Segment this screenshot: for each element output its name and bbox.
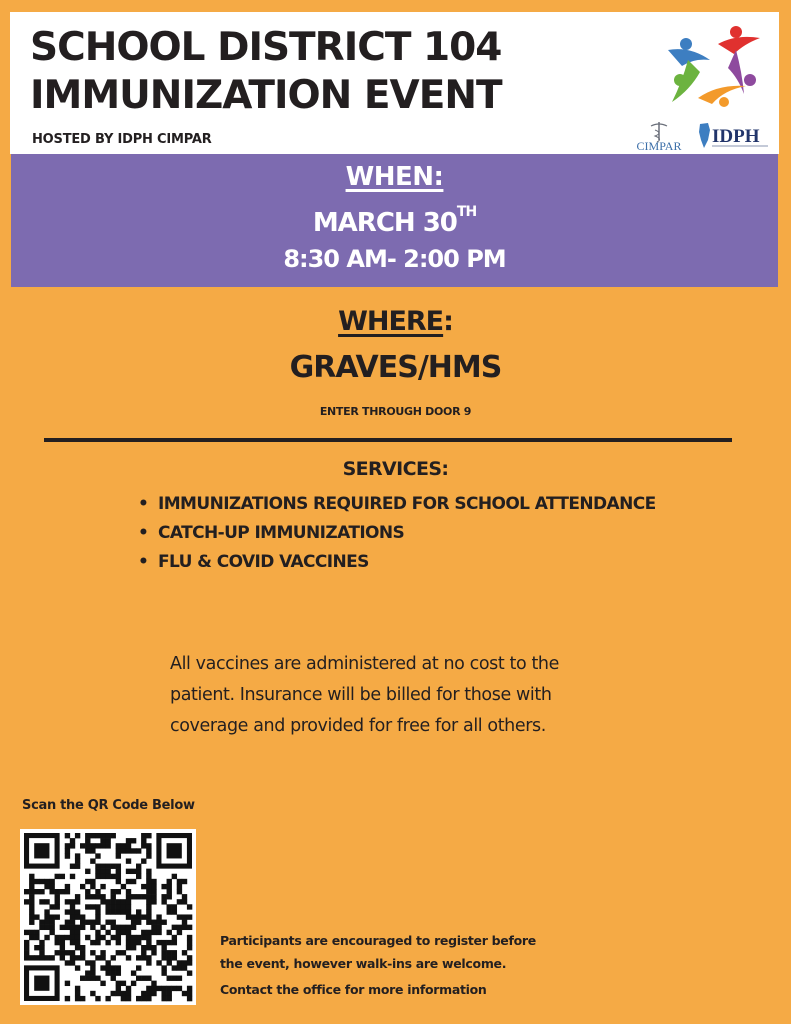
where-heading (0, 306, 791, 337)
where-heading-text: WHERE (338, 306, 444, 337)
event-date-suffix: TH (456, 204, 477, 220)
when-section (11, 154, 778, 287)
list-item (138, 490, 656, 519)
people-star-logo-icon (658, 20, 770, 108)
qr-label: Scan the QR Code Below (22, 798, 195, 813)
event-title-line2: IMMUNIZATION EVENT (30, 73, 502, 118)
event-date-text: MARCH 30 (312, 208, 457, 238)
footer-line3: Contact the office for more information (220, 982, 487, 997)
bullet-icon: • (138, 552, 149, 572)
where-heading-colon: : (443, 306, 453, 337)
services-list (138, 490, 656, 577)
when-heading: WHEN: (345, 162, 444, 192)
event-time: 8:30 AM- 2:00 PM (283, 245, 506, 273)
bullet-icon: • (138, 494, 149, 514)
qr-code-icon[interactable] (20, 829, 196, 1005)
footer-line1: Participants are encouraged to register before (220, 933, 536, 948)
hosted-by-label: HOSTED BY IDPH CIMPAR (32, 132, 212, 147)
bullet-icon: • (138, 523, 149, 543)
cimpar-logo-icon (624, 120, 694, 154)
service-item-label: IMMUNIZATIONS REQUIRED FOR SCHOOL ATTENDANCE (158, 494, 656, 514)
idph-wordmark: IDPH (712, 126, 760, 147)
cost-note (170, 649, 660, 742)
list-item (138, 548, 656, 577)
service-item-label: CATCH-UP IMMUNIZATIONS (158, 523, 405, 543)
cost-note-line1: All vaccines are administered at no cost to the (170, 654, 559, 674)
header-banner (10, 12, 779, 154)
services-heading: SERVICES: (342, 458, 449, 480)
cost-note-line2: patient. Insurance will be billed for those with (170, 685, 552, 705)
cost-note-line3: coverage and provided for free for all others. (170, 716, 546, 736)
event-date (11, 204, 778, 238)
cimpar-wordmark: CIMPAR (636, 139, 682, 153)
event-location: GRAVES/HMS (289, 350, 502, 385)
event-title-line1: SCHOOL DISTRICT 104 (30, 25, 502, 70)
service-item-label: FLU & COVID VACCINES (158, 552, 369, 572)
footer-line2: the event, however walk-ins are welcome. (220, 956, 507, 971)
idph-logo-icon (696, 118, 772, 152)
list-item (138, 519, 656, 548)
entrance-note: ENTER THROUGH DOOR 9 (319, 405, 472, 418)
section-divider (44, 438, 732, 442)
